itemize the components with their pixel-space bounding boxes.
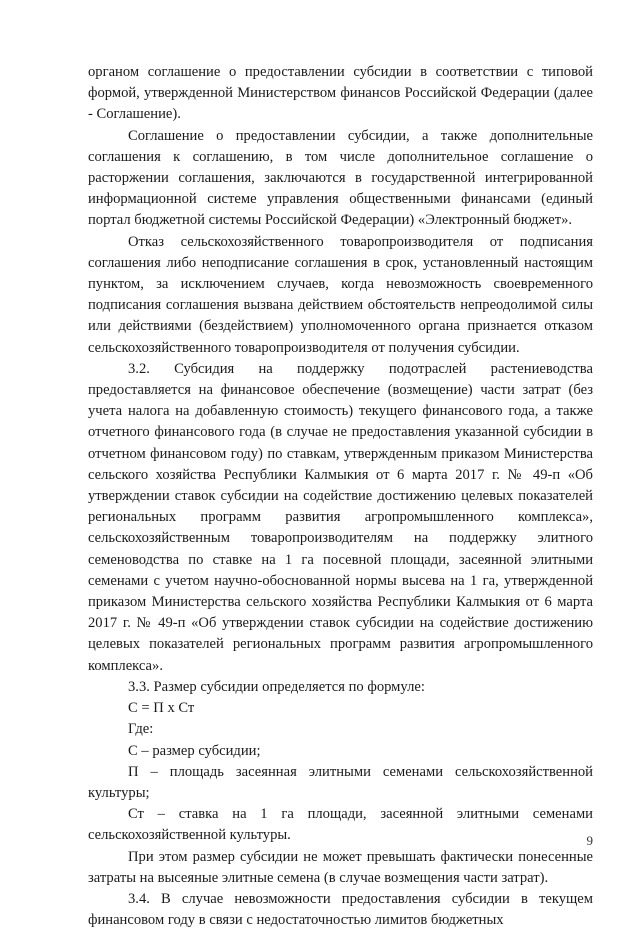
paragraph-refusal: Отказ сельскохозяйственного товаропроизводителя от подписания соглашения либо неподписание соглашения в срок, установленный настоящим пунктом, за исключением случаев, когда невозможность своевременного подписания соглашения вызвана действием обстоятельств непреодолимой силы или действиями (бездействием) уполномоченного органа признается отказом сельскохозяйственного товаропроизводителя от получения субсидии. bbox=[88, 233, 593, 356]
formula-where: Где: bbox=[128, 721, 154, 738]
paragraph-3-4: 3.4. В случае невозможности предоставления субсидии в текущем финансовом году в связи с недостаточностью лимитов бюджетных bbox=[88, 890, 593, 929]
paragraph-3-3: 3.3. Размер субсидии определяется по формуле: bbox=[128, 678, 425, 695]
paragraph-electronic-budget: Соглашение о предоставлении субсидии, а также дополнительные соглашения к соглашению, в том числе дополнительное соглашение о расторжении соглашения, заключаются в государственной интегрированной информационной системе управления общественными финансами (единый портал бюджетной системы Российской Федерации) «Электронный бюджет». bbox=[88, 127, 593, 229]
paragraph-agreement-form: органом соглашение о предоставлении субсидии в соответствии с типовой формой, утвержденной Министерством финансов Российской Федерации (далее - Соглашение). bbox=[88, 64, 593, 123]
paragraph-3-2: 3.2. Субсидия на поддержку подотраслей растениеводства предоставляется на финансовое обеспечение (возмещение) части затрат (без учета налога на добавленную стоимость) текущего финансового года, а также отчетного финансового года (в случае не предоставления указанной субсидии в отчетном финансовом году) по ставкам, утвержденным приказом Министерства сельского хозяйства Республики Калмыкия от 6 марта 2017 г. № 49-п «Об утверждении ставок субсидии на содействие достижению целевых показателей региональных программ развития агропромышленного комплекса», сельскохозяйственным товаропроизводителям на поддержку элитного семеноводства по ставке на 1 га посевной площади, засеянной элитными семенами с учетом научно-обоснованной нормы высева на 1 га, утвержденной приказом Министерства сельского хозяйства Республики Калмыкия от 6 марта 2017 г. № 49-п «Об утверждении ставок субсидии на содействие достижению целевых показателей региональных программ развития агропромышленного комплекса». bbox=[88, 360, 593, 674]
formula: С = П х Ст bbox=[128, 700, 195, 717]
formula-def-c: С – размер субсидии; bbox=[128, 742, 261, 759]
formula-def-st: Ст – ставка на 1 га площади, засеянной элитными семенами сельскохозяйственной культуры. bbox=[88, 806, 593, 844]
page-number: 9 bbox=[586, 833, 593, 848]
document-body bbox=[88, 62, 593, 931]
formula-def-p: П – площадь засеянная элитными семенами сельскохозяйственной культуры; bbox=[88, 763, 593, 801]
paragraph-limit: При этом размер субсидии не может превышать фактически понесенные затраты на высеяные элитные семена (в случае возмещения части затрат). bbox=[88, 848, 593, 886]
